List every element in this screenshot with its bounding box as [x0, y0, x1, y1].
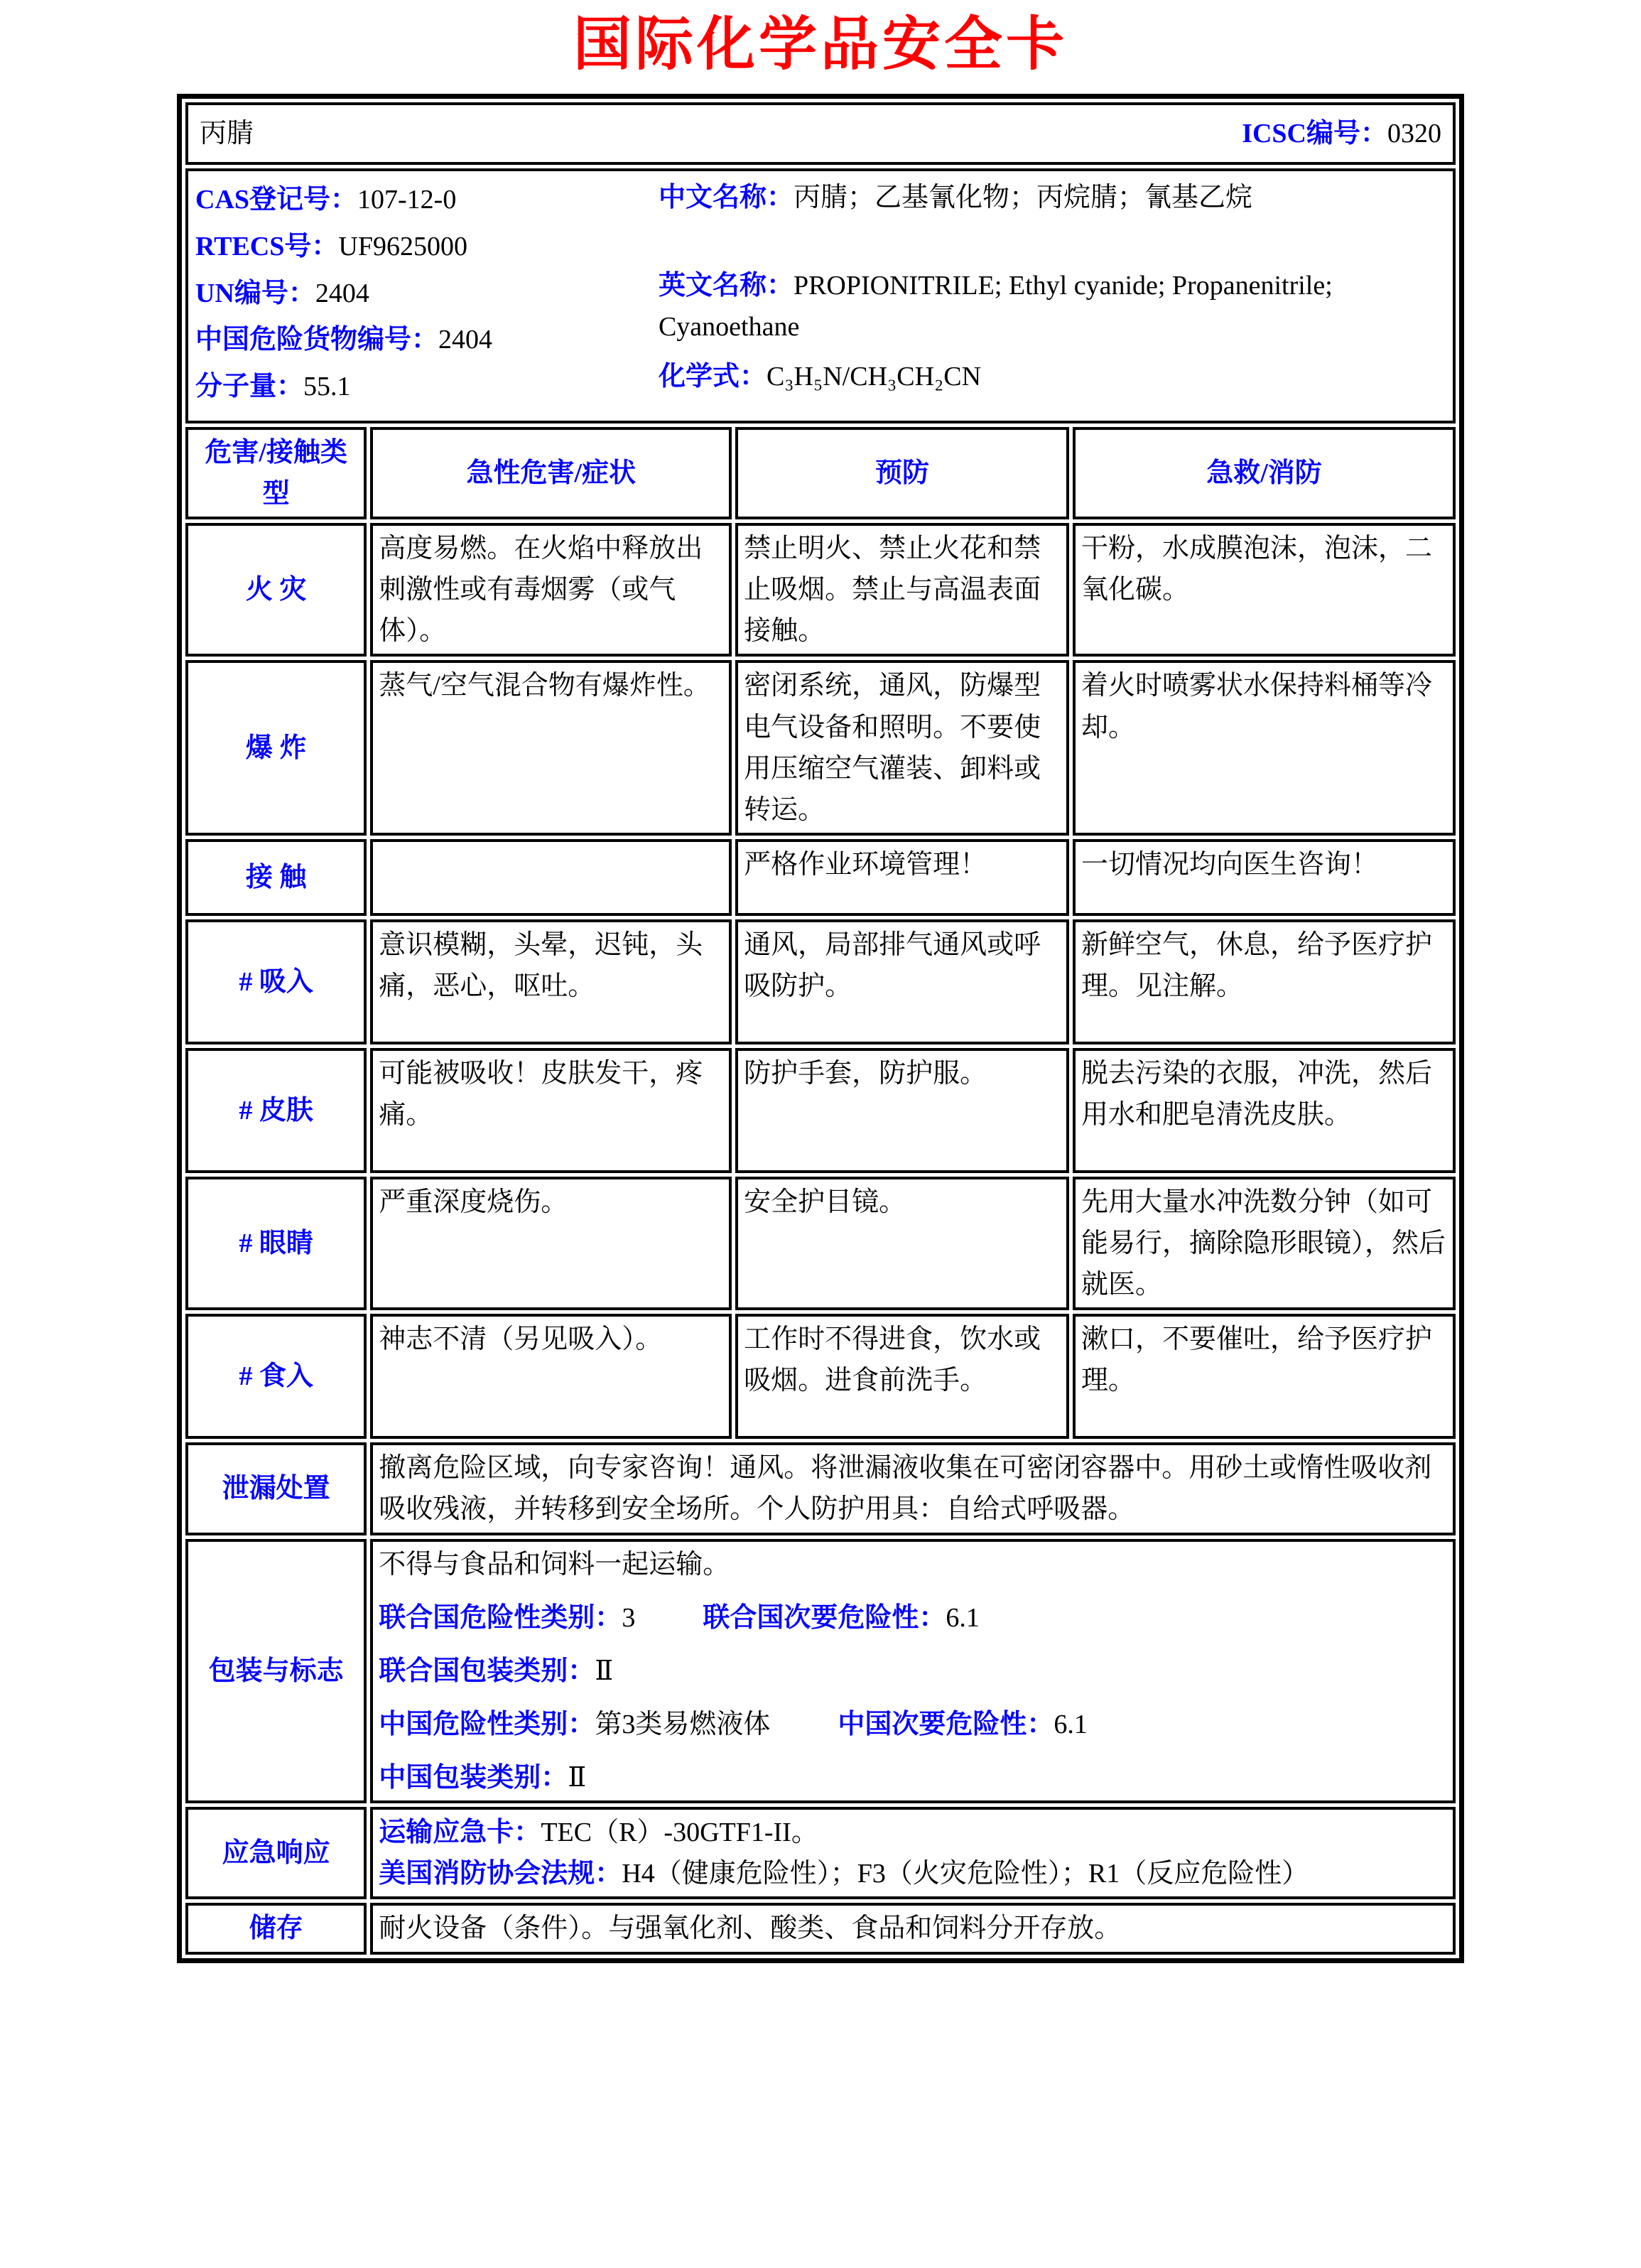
- packaging-content: [370, 1539, 1456, 1804]
- row-exposure: [185, 839, 1456, 916]
- row-label-emergency-response: 应急响应: [185, 1807, 367, 1899]
- ingestion-prevention: 工作时不得进食，饮水或吸烟。进食前洗手。: [735, 1314, 1069, 1439]
- row-label-exposure: 接 触: [185, 839, 367, 916]
- cn-packing-group-line: [379, 1757, 1447, 1798]
- row-ingestion: [185, 1314, 1456, 1439]
- transport-emergency-card-label: 运输应急卡：: [379, 1818, 541, 1848]
- name-cell: [185, 102, 1456, 165]
- un-subsidiary-risk-value: 6.1: [946, 1602, 980, 1633]
- cn-packing-group-value: Ⅱ: [568, 1763, 587, 1793]
- fire-prevention: 禁止明火、禁止火花和禁止吸烟。禁止与高温表面接触。: [735, 523, 1069, 657]
- row-explosion: [185, 660, 1456, 836]
- ingestion-firstaid: 漱口，不要催吐，给予医疗护理。: [1073, 1314, 1456, 1439]
- packaging-transport-note: 不得与食品和饲料一起运输。: [379, 1549, 730, 1580]
- un-hazard-class-label: 联合国危险性类别：: [379, 1602, 622, 1633]
- china-dangerous-goods-number: 中国危险货物编号：2404: [195, 325, 493, 355]
- row-label-storage: 储存: [185, 1903, 367, 1954]
- molecular-weight: 分子量：55.1: [195, 372, 351, 402]
- header-first-aid: 急救/消防: [1073, 427, 1456, 519]
- fire-symptoms: 高度易燃。在火焰中释放出刺激性或有毒烟雾（或气体）。: [370, 523, 732, 657]
- row-label-spill-disposal: 泄漏处置: [185, 1442, 367, 1535]
- un-packing-group-label: 联合国包装类别：: [379, 1656, 595, 1686]
- row-label-skin: # 皮肤: [185, 1048, 367, 1173]
- eyes-symptoms: 严重深度烧伤。: [370, 1177, 732, 1310]
- chemical-formula: 化学式：C₃H₅N/CH₃CH₂CN: [658, 362, 982, 392]
- header-acute-hazards: 急性危害/症状: [370, 427, 732, 519]
- page-title: 国际化学品安全卡: [573, 12, 1068, 77]
- row-emergency-response: [185, 1807, 1456, 1899]
- cn-packing-group-label: 中国包装类别：: [379, 1763, 568, 1793]
- row-label-inhalation: # 吸入: [185, 919, 367, 1044]
- skin-prevention: 防护手套，防护服。: [735, 1048, 1069, 1173]
- row-eyes: [185, 1177, 1456, 1310]
- name-row: [185, 102, 1456, 165]
- row-label-packaging: 包装与标志: [185, 1539, 367, 1804]
- table-header-row: [185, 427, 1456, 519]
- icsc-number-value: 0320: [1387, 119, 1441, 149]
- names-column: [659, 177, 1447, 411]
- un-subsidiary-risk-label: 联合国次要危险性：: [703, 1602, 946, 1633]
- eyes-prevention: 安全护目镜。: [735, 1177, 1069, 1310]
- inhalation-firstaid: 新鲜空气，休息，给予医疗护理。见注解。: [1073, 919, 1456, 1044]
- cn-hazard-class-label: 中国危险性类别：: [379, 1709, 595, 1739]
- identifiers-column: [195, 177, 659, 411]
- un-hazard-class-line: [379, 1597, 1447, 1638]
- skin-firstaid: 脱去污染的衣服，冲洗，然后用水和肥皂清洗皮肤。: [1073, 1048, 1456, 1173]
- emergency-response-content: [370, 1807, 1456, 1899]
- nfpa-code-line: [379, 1853, 1447, 1894]
- icsc-card-table: [177, 94, 1464, 1962]
- row-label-explosion: 爆 炸: [185, 660, 367, 836]
- row-fire: [185, 523, 1456, 657]
- chinese-names: 中文名称：丙腈；乙基氰化物；丙烷腈；氰基乙烷: [658, 183, 1252, 213]
- exposure-symptoms: [370, 839, 732, 916]
- info-row: [185, 168, 1456, 423]
- row-skin: [185, 1048, 1456, 1173]
- row-inhalation: [185, 919, 1456, 1044]
- fire-firstaid: 干粉，水成膜泡沫，泡沫，二氧化碳。: [1073, 523, 1456, 657]
- cn-subsidiary-risk-label: 中国次要危险性：: [838, 1709, 1054, 1739]
- eyes-firstaid: 先用大量水冲洗数分钟（如可能易行，摘除隐形眼镜），然后就医。: [1073, 1177, 1456, 1310]
- icsc-number-label: ICSC编号：: [1242, 119, 1387, 149]
- inhalation-symptoms: 意识模糊，头晕，迟钝，头痛，恶心，呕吐。: [370, 919, 732, 1044]
- exposure-prevention: 严格作业环境管理！: [735, 839, 1069, 916]
- info-cell: [185, 168, 1456, 423]
- nfpa-code-value: H4（健康危险性）；F3（火灾危险性）；R1（反应危险性）: [622, 1859, 1309, 1889]
- cn-subsidiary-risk-value: 6.1: [1054, 1709, 1088, 1739]
- storage-text: 耐火设备（条件）。与强氧化剂、酸类、食品和饲料分开存放。: [370, 1903, 1456, 1954]
- english-names: 英文名称：PROPIONITRILE; Ethyl cyanide; Propanenitrile; Cyanoethane: [658, 271, 1333, 342]
- header-prevention: 预防: [735, 427, 1069, 519]
- cas-number: CAS登记号：107-12-0: [195, 185, 457, 215]
- icsc-number: [1242, 113, 1441, 154]
- nfpa-code-label: 美国消防协会法规：: [379, 1859, 622, 1889]
- spill-disposal-text: 撤离危险区域，向专家咨询！通风。将泄漏液收集在可密闭容器中。用砂土或惰性吸收剂吸收残液，并转移到安全场所。个人防护用具：自给式呼吸器。: [370, 1442, 1456, 1535]
- un-packing-group-line: [379, 1651, 1447, 1692]
- explosion-firstaid: 着火时喷雾状水保持料桶等冷却。: [1073, 660, 1456, 836]
- row-packaging-labelling: [185, 1539, 1456, 1804]
- ingestion-symptoms: 神志不清（另见吸入）。: [370, 1314, 732, 1439]
- chemical-name: 丙腈: [200, 119, 254, 149]
- row-label-ingestion: # 食入: [185, 1314, 367, 1439]
- un-number: UN编号：2404: [195, 278, 369, 308]
- row-spill-disposal: [185, 1442, 1456, 1535]
- cn-hazard-class-line: [379, 1704, 1447, 1745]
- header-hazard-type: 危害/接触类型: [185, 427, 367, 519]
- un-packing-group-value: Ⅱ: [595, 1656, 614, 1686]
- cn-hazard-class-value: 第3类易燃液体: [595, 1709, 771, 1739]
- un-hazard-class-value: 3: [622, 1602, 636, 1633]
- inhalation-prevention: 通风，局部排气通风或呼吸防护。: [735, 919, 1069, 1044]
- rtecs-number: RTECS号：UF9625000: [195, 231, 467, 261]
- row-storage: [185, 1903, 1456, 1954]
- transport-emergency-card-line: [379, 1812, 1447, 1853]
- explosion-prevention: 密闭系统，通风，防爆型电气设备和照明。不要使用压缩空气灌装、卸料或转运。: [735, 660, 1069, 836]
- exposure-firstaid: 一切情况均向医生咨询！: [1073, 839, 1456, 916]
- explosion-symptoms: 蒸气/空气混合物有爆炸性。: [370, 660, 732, 836]
- row-label-eyes: # 眼睛: [185, 1177, 367, 1310]
- transport-emergency-card-value: TEC（R）-30GTF1-II。: [541, 1818, 818, 1848]
- skin-symptoms: 可能被吸收！皮肤发干，疼痛。: [370, 1048, 732, 1173]
- row-label-fire: 火 灾: [185, 523, 367, 657]
